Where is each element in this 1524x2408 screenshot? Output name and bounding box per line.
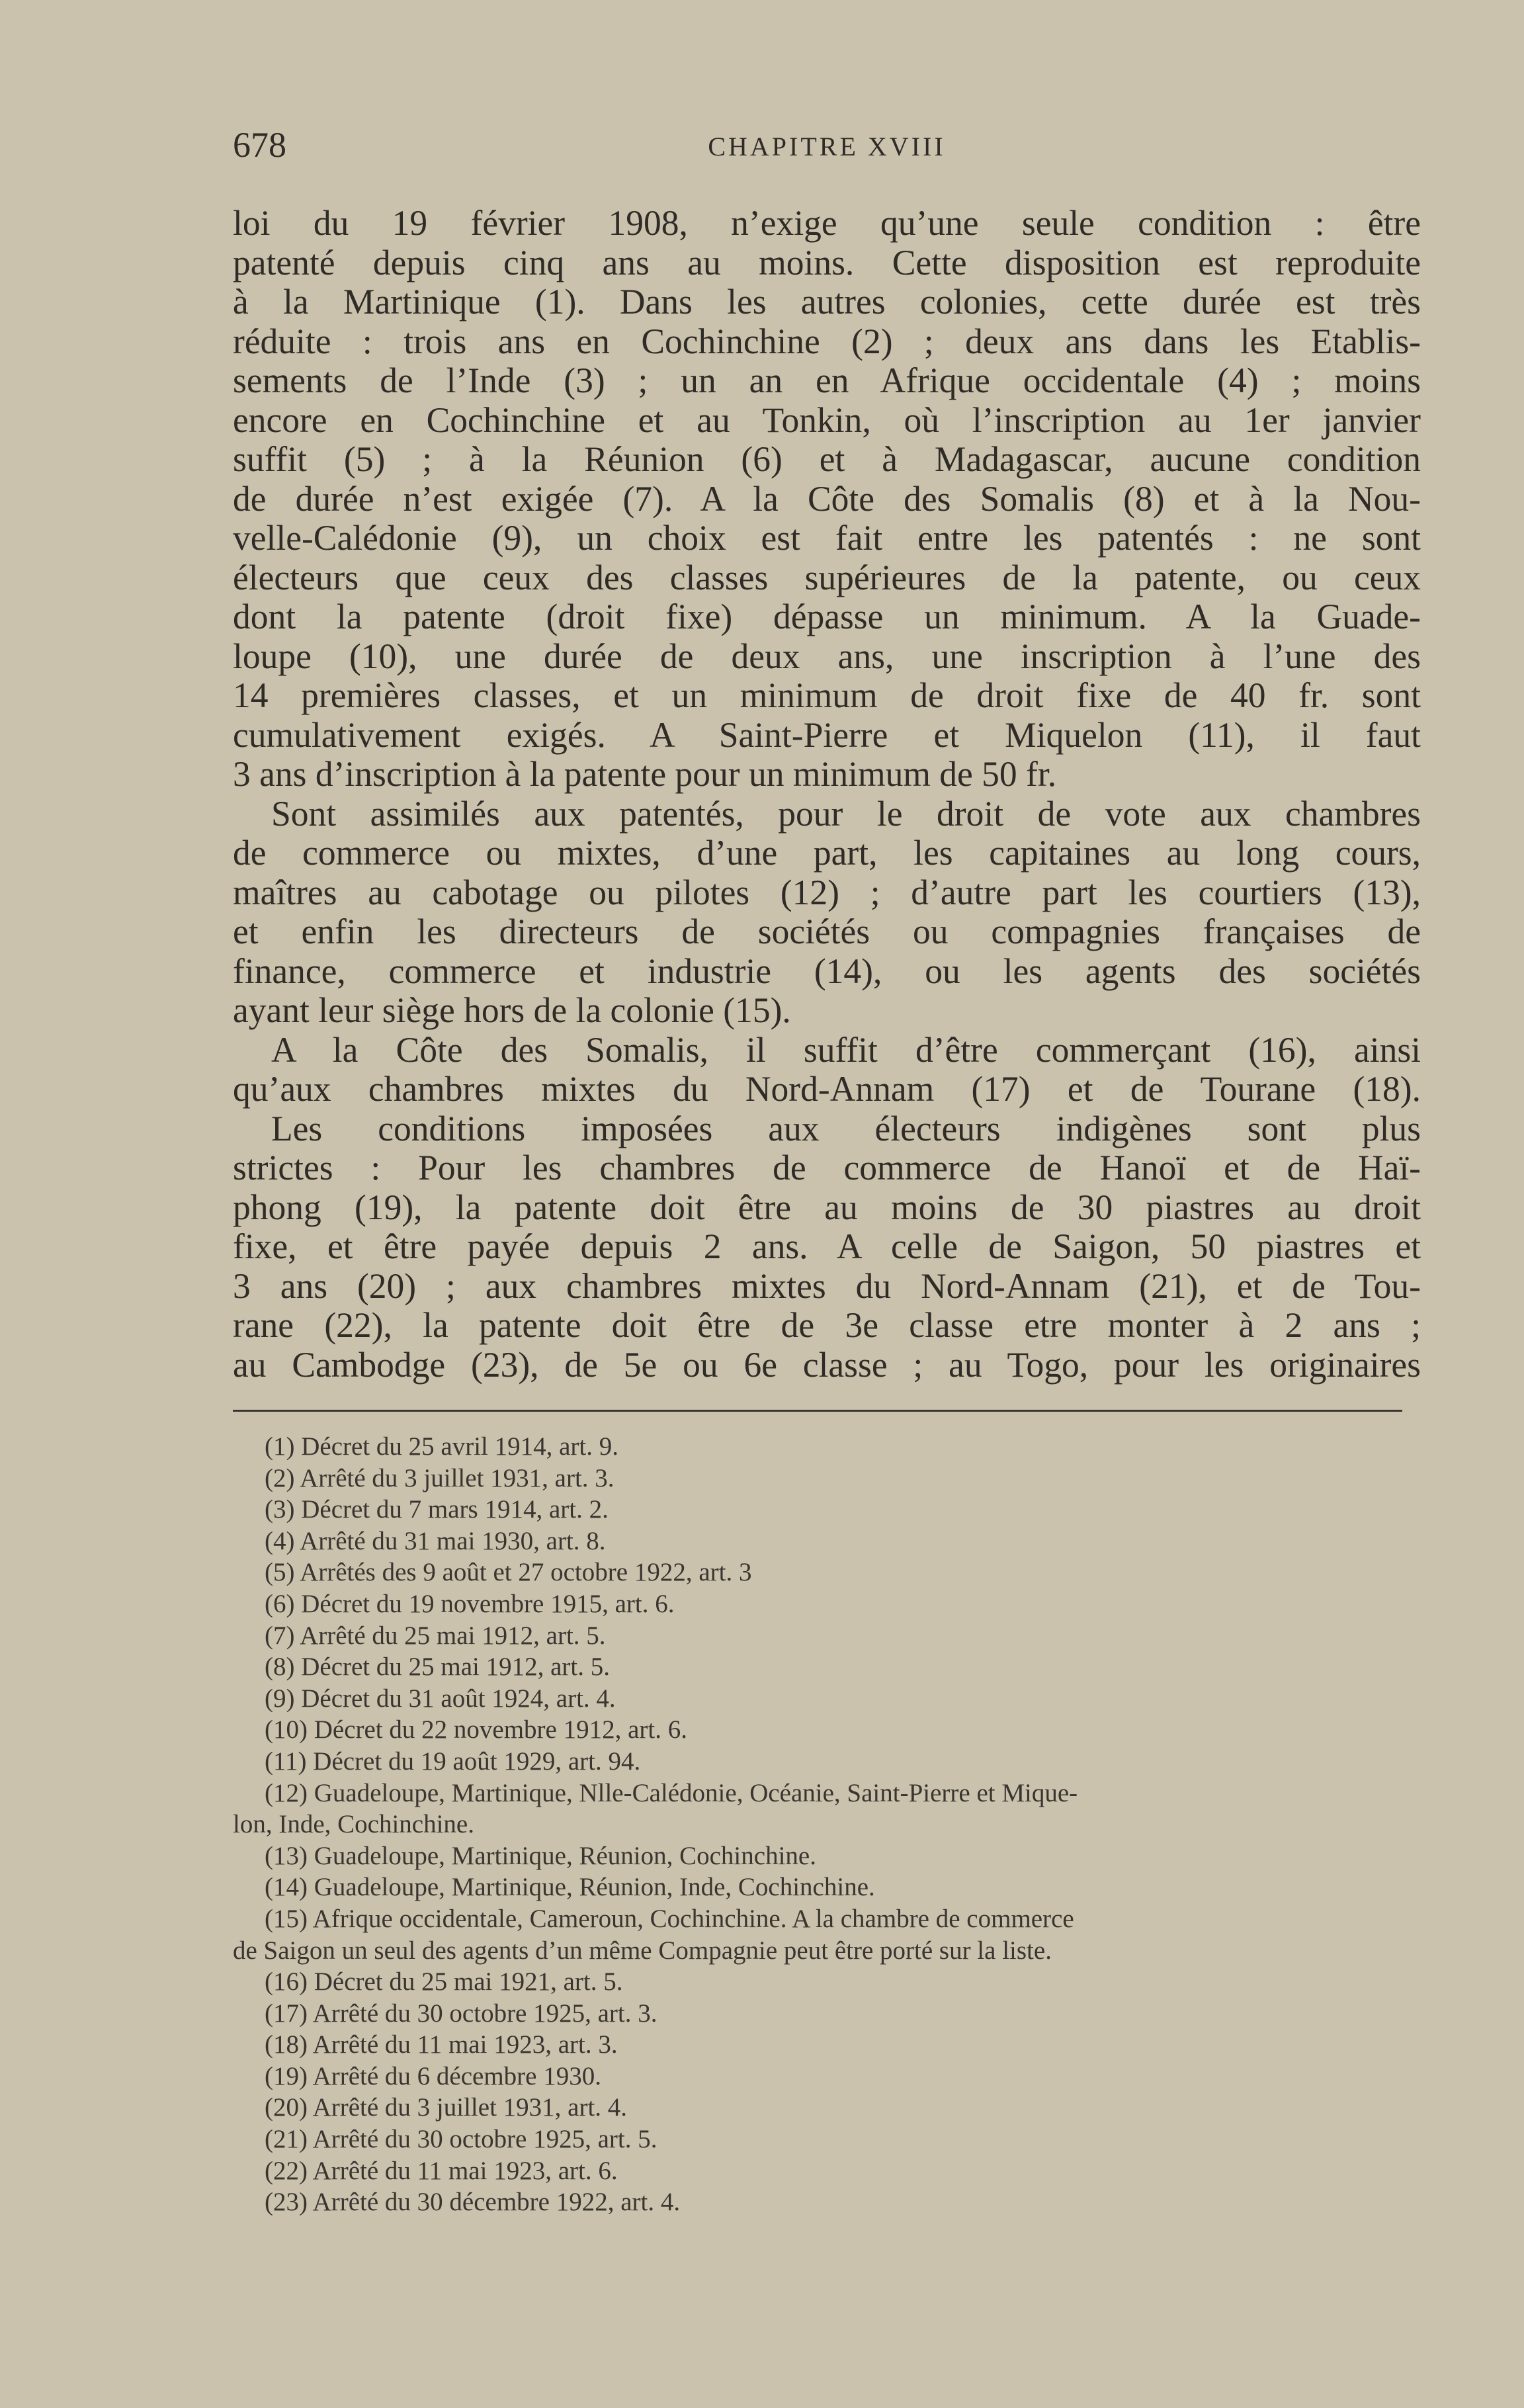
- body-line: 3 ans (20) ; aux chambres mixtes du Nord-Annam (21), et de Tou-: [233, 1266, 1421, 1306]
- body-line: Les conditions imposées aux électeurs indigènes sont plus: [271, 1108, 1421, 1148]
- body-line: et enfin les directeurs de sociétés ou compagnies françaises de: [233, 912, 1421, 951]
- body-line: sements de l’Inde (3) ; un an en Afrique occidentale (4) ; moins: [233, 361, 1421, 400]
- body-line: qu’aux chambres mixtes du Nord-Annam (17) et de Tourane (18).: [233, 1069, 1421, 1109]
- body-line: rane (22), la patente doit être de 3e classe etre monter à 2 ans ;: [233, 1305, 1421, 1345]
- body-line: de durée n’est exigée (7). A la Côte des Somalis (8) et à la Nou-: [233, 478, 1421, 519]
- footnote: (22) Arrêté du 11 mai 1923, art. 6.: [265, 2156, 618, 2185]
- body-line: patenté depuis cinq ans au moins. Cette disposition est reproduite: [233, 242, 1421, 282]
- footnote: (1) Décret du 25 avril 1914, art. 9.: [265, 1432, 618, 1461]
- footnote: (8) Décret du 25 mai 1912, art. 5.: [265, 1653, 611, 1682]
- footnote-continuation: de Saigon un seul des agents d’un même Compagnie peut être porté sur la liste.: [233, 1936, 1052, 1965]
- footnote: (18) Arrêté du 11 mai 1923, art. 3.: [265, 2030, 618, 2059]
- footnote: (11) Décret du 19 août 1929, art. 94.: [265, 1746, 641, 1776]
- body-line: électeurs que ceux des classes supérieures de la patente, ou ceux: [233, 557, 1421, 597]
- footnote: (10) Décret du 22 novembre 1912, art. 6.: [265, 1715, 687, 1744]
- footnote: (4) Arrêté du 31 mai 1930, art. 8.: [265, 1526, 606, 1555]
- body-line: loupe (10), une durée de deux ans, une inscription à l’une des: [233, 636, 1421, 676]
- footnote: (17) Arrêté du 30 octobre 1925, art. 3.: [265, 1999, 657, 2028]
- footnotes: [233, 1431, 1421, 2218]
- body-line: de commerce ou mixtes, d’une part, les capitaines au long cours,: [233, 833, 1421, 873]
- footnote: (14) Guadeloupe, Martinique, Réunion, Inde, Cochinchine.: [265, 1873, 875, 1902]
- body-line: 14 premières classes, et un minimum de droit fixe de 40 fr. sont: [233, 675, 1421, 715]
- body-line: maîtres au cabotage ou pilotes (12) ; d’autre part les courtiers (13),: [233, 872, 1421, 912]
- body-line: loi du 19 février 1908, n’exige qu’une seule condition : être: [233, 203, 1421, 243]
- body-line: cumulativement exigés. A Saint-Pierre et Miquelon (11), il faut: [233, 714, 1421, 755]
- body-line: A la Côte des Somalis, il suffit d’être commerçant (16), ainsi: [271, 1029, 1421, 1070]
- footnote: (12) Guadeloupe, Martinique, Nlle-Calédonie, Océanie, Saint-Pierre et Mique-: [265, 1778, 1078, 1807]
- body-line: 3 ans d’inscription à la patente pour un minimum de 50 fr.: [233, 754, 1057, 794]
- footnote: (9) Décret du 31 août 1924, art. 4.: [265, 1684, 616, 1713]
- footnote: (16) Décret du 25 mai 1921, art. 5.: [265, 1967, 623, 1997]
- body-line: dont la patente (droit fixe) dépasse un minimum. A la Guade-: [233, 597, 1421, 636]
- body-line: à la Martinique (1). Dans les autres colonies, cette durée est très: [233, 282, 1421, 322]
- footnote: (2) Arrêté du 3 juillet 1931, art. 3.: [265, 1463, 614, 1492]
- main-text: [233, 204, 1421, 1385]
- body-line: suffit (5) ; à la Réunion (6) et à Madagascar, aucune condition: [233, 439, 1421, 479]
- body-line: Sont assimilés aux patentés, pour le droit de vote aux chambres: [271, 793, 1421, 834]
- page-number: 678: [233, 125, 286, 165]
- footnote: (21) Arrêté du 30 octobre 1925, art. 5.: [265, 2125, 657, 2154]
- body-line: fixe, et être payée depuis 2 ans. A celle de Saigon, 50 piastres et: [233, 1226, 1421, 1266]
- footnote: (13) Guadeloupe, Martinique, Réunion, Cochinchine.: [265, 1841, 816, 1870]
- body-line: finance, commerce et industrie (14), ou les agents des sociétés: [233, 951, 1421, 991]
- footnote: (3) Décret du 7 mars 1914, art. 2.: [265, 1495, 609, 1524]
- footnote: (5) Arrêtés des 9 août et 27 octobre 1922, art. 3: [265, 1558, 752, 1587]
- footnote: (15) Afrique occidentale, Cameroun, Cochinchine. A la chambre de commerce: [265, 1904, 1074, 1933]
- body-line: strictes : Pour les chambres de commerce de Hanoï et de Haï-: [233, 1148, 1421, 1187]
- body-line: velle-Calédonie (9), un choix est fait entre les patentés : ne sont: [233, 518, 1421, 558]
- chapter-title: CHAPITRE XVIII: [708, 132, 946, 161]
- running-head: [233, 119, 1421, 175]
- footnote: (19) Arrêté du 6 décembre 1930.: [265, 2061, 601, 2090]
- footnote-continuation: lon, Inde, Cochinchine.: [233, 1810, 474, 1839]
- body-line: phong (19), la patente doit être au moins de 30 piastres au droit: [233, 1187, 1421, 1227]
- body-line: réduite : trois ans en Cochinchine (2) ; deux ans dans les Etablis-: [233, 321, 1421, 361]
- footnote-rule: [233, 1410, 1402, 1412]
- footnote: (23) Arrêté du 30 décembre 1922, art. 4.: [265, 2188, 681, 2217]
- body-line: au Cambodge (23), de 5e ou 6e classe ; au Togo, pour les originaires: [233, 1344, 1421, 1385]
- footnote: (20) Arrêté du 3 juillet 1931, art. 4.: [265, 2093, 628, 2122]
- body-line: encore en Cochinchine et au Tonkin, où l’inscription au 1er janvier: [233, 400, 1421, 440]
- body-line: ayant leur siège hors de la colonie (15).: [233, 990, 791, 1030]
- footnote: (6) Décret du 19 novembre 1915, art. 6.: [265, 1589, 675, 1618]
- footnote: (7) Arrêté du 25 mai 1912, art. 5.: [265, 1621, 606, 1650]
